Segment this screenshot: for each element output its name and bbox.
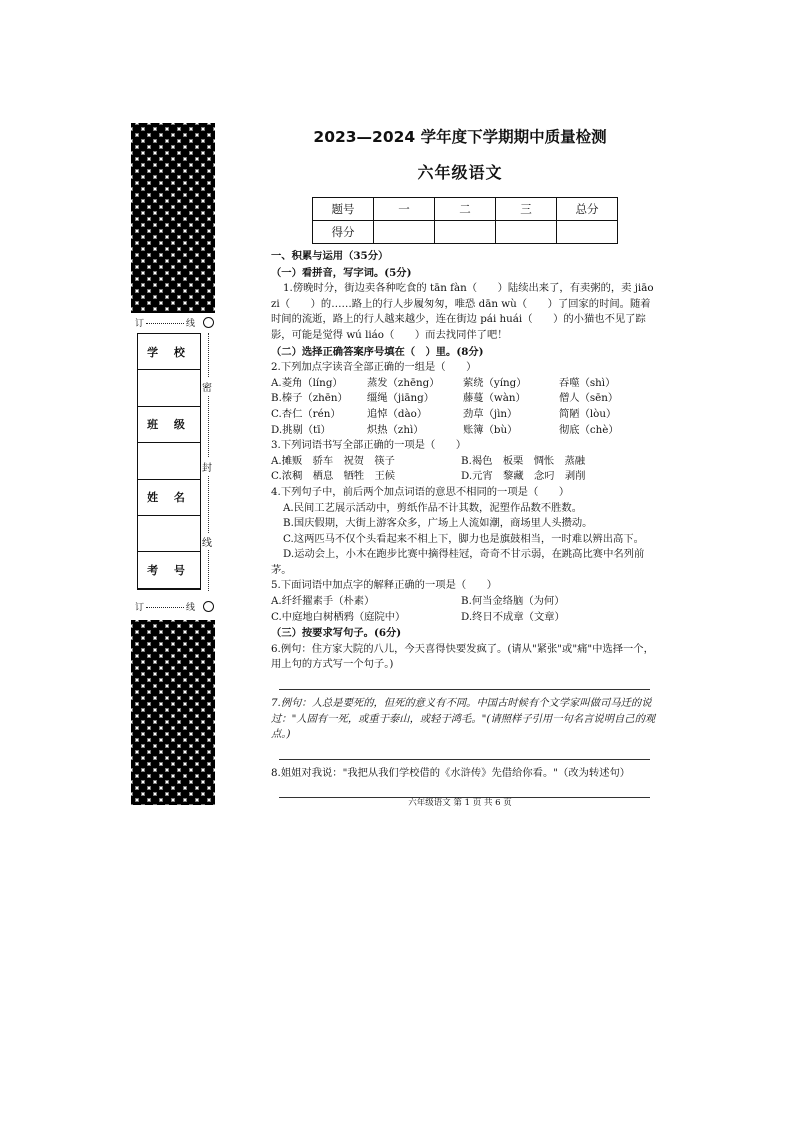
option: C.浓稠 栖息 牺牲 王候 [271, 470, 396, 483]
binding-line-bottom: 订 线 [135, 603, 196, 613]
score-cell: 三 [496, 198, 557, 221]
score-cell: 一 [374, 198, 435, 221]
student-info-box [137, 333, 201, 590]
score-cell[interactable] [435, 221, 496, 244]
option: 简陋（lòu） [559, 407, 617, 420]
option: C.杏仁（rén） [271, 407, 341, 420]
score-table [312, 197, 618, 244]
option: B.何当金络脑（为何） [461, 595, 565, 608]
option: D.元宵 黎藏 念叼 剥削 [461, 470, 586, 483]
exam-subtitle: 六年级语文 [417, 163, 503, 182]
option: 藤蔓（wàn） [463, 392, 526, 405]
option: D.终日不成章（文章） [461, 610, 565, 623]
option-row [271, 423, 656, 439]
question-8: 8.姐姐对我说："我把从我们学校借的《水浒传》先借给你看。"（改为转述句） [271, 766, 631, 779]
score-cell: 得分 [313, 221, 374, 244]
option: B.国庆假期，大街上游客众多，广场上人流如潮，商场里人头攒动。 [283, 517, 593, 530]
option-row [271, 469, 656, 485]
option: 吞噬（shì） [559, 376, 616, 389]
question-4-stem: 4.下列句子中，前后两个加点词语的意思不相同的一项是（ ） [271, 485, 570, 498]
option: D.挑剔（tī） [271, 423, 331, 436]
option: 账簿（bù） [463, 423, 518, 436]
answer-line[interactable] [279, 677, 650, 690]
score-cell[interactable] [557, 221, 618, 244]
name-label: 姓 名 [138, 480, 200, 516]
page-footer: 六年级语文 第 1 页 共 6 页 [408, 798, 512, 808]
score-cell: 总分 [557, 198, 618, 221]
name-field[interactable] [138, 516, 200, 552]
option: A.摊贩 骄车 祝贺 筷子 [271, 454, 395, 467]
part-heading: （二）选择正确答案序号填在（ ）里。(8分) [271, 345, 484, 358]
score-cell[interactable] [374, 221, 435, 244]
option: 劲草（jìn） [463, 407, 518, 420]
question-5-stem: 5.下面词语中加点字的解释正确的一项是（ ） [271, 579, 498, 592]
option: C.这两匹马不仅个头看起来不相上下，脚力也是旗鼓相当，一时难以辨出高下。 [283, 532, 644, 545]
option: 蒸发（zhēng） [367, 376, 440, 389]
question-7: 7.例句：人总是要死的，但死的意义有不同。中国古时候有个文学家叫做司马迁的说过："人固有一死，或重于泰山，或轻于鸿毛。"(请照样子引用一句名言说明自己的观点。) [271, 697, 656, 741]
binding-char-feng: 封 [202, 458, 212, 475]
option-row [271, 454, 656, 470]
score-cell: 二 [435, 198, 496, 221]
option: 萦绕（yíng） [463, 376, 527, 389]
option: C.中庭地白树栖鸦（庭院中） [271, 610, 406, 623]
option: A.纤纤擢素手（朴素） [271, 595, 375, 608]
option: 彻底（chè） [559, 423, 619, 436]
binding-char-xian: 线 [202, 533, 212, 550]
class-label: 班 级 [138, 407, 200, 443]
option: B.榛子（zhēn） [271, 392, 348, 405]
score-cell: 题号 [313, 198, 374, 221]
option-row [271, 391, 656, 407]
decorative-dot-pattern-top [131, 123, 215, 313]
option-row [271, 594, 656, 610]
answer-line[interactable] [279, 747, 650, 760]
option: 炽热（zhì） [367, 423, 424, 436]
question-2-stem: 2.下列加点字读音全部正确的一组是（ ） [271, 361, 477, 374]
exam-content [271, 248, 656, 804]
option-row [271, 376, 656, 392]
binding-line-top: 订 线 [135, 319, 196, 329]
class-field[interactable] [138, 443, 200, 479]
score-table-header-row [313, 198, 618, 221]
binding-char-mi: 密 [202, 378, 212, 395]
option-row [271, 610, 656, 626]
option: B.褐色 板栗 惆怅 蒸融 [461, 454, 586, 467]
binding-ring-bottom [203, 601, 214, 612]
option: A.菱角（líng） [271, 376, 343, 389]
section-heading: 一、积累与运用（35分） [271, 250, 389, 262]
option: D.运动会上，小木在跑步比赛中摘得桂冠，奇奇不甘示弱，在跳高比赛中名列前茅。 [271, 548, 645, 576]
school-label: 学 校 [138, 334, 200, 370]
part-heading: （一）看拼音，写字词。(5分) [271, 266, 412, 279]
decorative-dot-pattern-bottom [131, 620, 215, 805]
option: 追悼（dào） [367, 407, 428, 420]
option: 缰绳（jiāng） [367, 392, 435, 405]
exam-number-label: 考 号 [138, 552, 200, 588]
exam-title: 2023—2024 学年度下学期期中质量检测 [313, 128, 607, 146]
question-1: 1.傍晚时分，街边卖各种吃食的 tān fàn（ ）陆续出来了，有卖粥的，卖 jiāo zi（ ）的……路上的行人步履匆匆，唯恐 dān wù（ ）了回家的时间。随着时间的流逝，路上的行人越来越少，连在街边 pái huái（ ）的小猫也不见了踪影，可能是觉得 wú liáo（ ）而去找同伴了吧！ [271, 282, 654, 341]
option: A.民间工艺展示活动中，剪纸作品不计其数，泥塑作品数不胜数。 [283, 501, 583, 514]
option: 僧人（sēn） [559, 392, 619, 405]
part-heading: （三）按要求写句子。(6分) [271, 627, 402, 640]
question-3-stem: 3.下列词语书写全部正确的一项是（ ） [271, 439, 467, 452]
option-row [271, 407, 656, 423]
question-6: 6.例句：住方家大院的八儿，今天喜得快要发疯了。(请从"紧张"或"痛"中选择一个，用上句的方式写一个句子。) [271, 642, 654, 671]
score-cell[interactable] [496, 221, 557, 244]
school-field[interactable] [138, 370, 200, 406]
binding-ring-top [203, 317, 214, 328]
score-table-score-row [313, 221, 618, 244]
